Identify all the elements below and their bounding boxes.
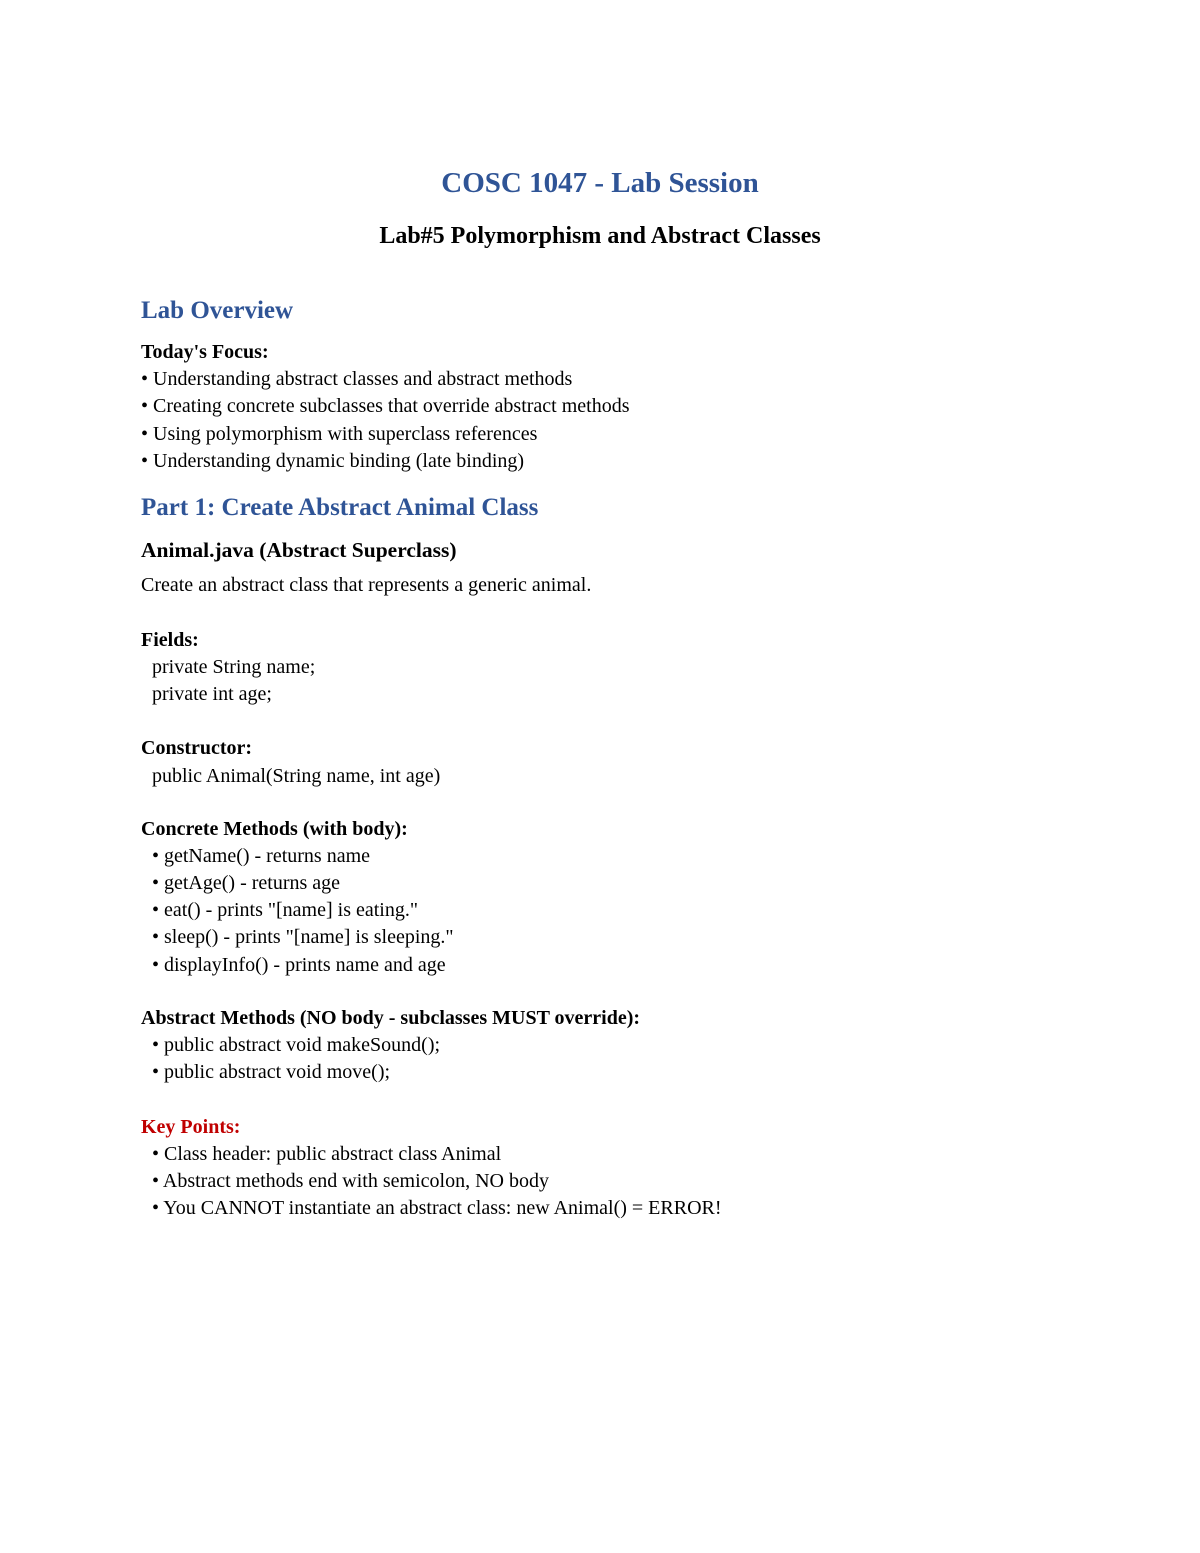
focus-item: • Understanding abstract classes and abstract methods	[141, 368, 573, 390]
abstract-method-item: • public abstract void move();	[152, 1061, 391, 1083]
focus-item: • Creating concrete subclasses that override abstract methods	[141, 395, 630, 417]
abstract-method-item: • public abstract void makeSound();	[152, 1034, 441, 1056]
page-title: COSC 1047 - Lab Session	[441, 167, 759, 199]
key-point-item: • You CANNOT instantiate an abstract class: new Animal() = ERROR!	[152, 1197, 722, 1219]
part1-description: Create an abstract class that represents a generic animal.	[141, 574, 592, 596]
file-heading: Animal.java (Abstract Superclass)	[141, 538, 457, 562]
field-item: private int age;	[152, 683, 272, 705]
field-item: private String name;	[152, 656, 316, 678]
concrete-method-item: • displayInfo() - prints name and age	[152, 954, 446, 976]
concrete-method-item: • eat() - prints "[name] is eating."	[152, 899, 419, 921]
key-point-item: • Abstract methods end with semicolon, NO body	[152, 1170, 549, 1192]
key-points-label: Key Points:	[141, 1116, 241, 1138]
lab-subtitle: Lab#5 Polymorphism and Abstract Classes	[379, 223, 821, 249]
abstract-methods-label: Abstract Methods (NO body - subclasses MUST override):	[141, 1007, 641, 1029]
focus-label: Today's Focus:	[141, 341, 269, 363]
focus-item: • Understanding dynamic binding (late binding)	[141, 450, 525, 472]
concrete-method-item: • sleep() - prints "[name] is sleeping."	[152, 926, 454, 948]
focus-item: • Using polymorphism with superclass references	[141, 423, 538, 445]
fields-label: Fields:	[141, 629, 199, 651]
constructor-signature: public Animal(String name, int age)	[152, 765, 441, 787]
concrete-method-item: • getName() - returns name	[152, 845, 371, 867]
key-point-item: • Class header: public abstract class Animal	[152, 1143, 502, 1165]
concrete-methods-label: Concrete Methods (with body):	[141, 818, 408, 840]
part1-heading: Part 1: Create Abstract Animal Class	[141, 494, 539, 521]
overview-heading: Lab Overview	[141, 297, 294, 324]
constructor-label: Constructor:	[141, 737, 253, 759]
concrete-method-item: • getAge() - returns age	[152, 872, 341, 894]
